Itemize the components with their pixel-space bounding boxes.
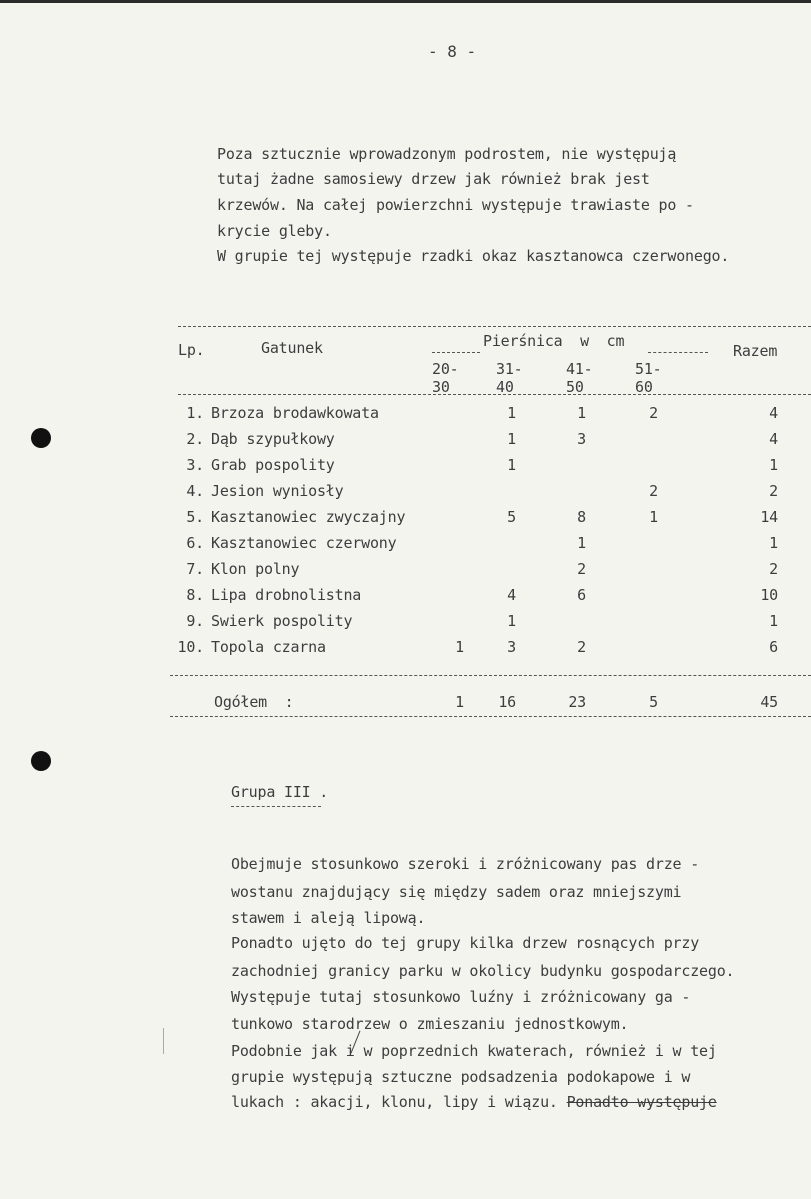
- total-label: Ogółem :: [214, 693, 294, 711]
- section-title-underline: [231, 806, 321, 807]
- intro-line: Poza sztucznie wprowadzonym podrostem, nie występują: [217, 145, 677, 163]
- row-count-c3: 1: [577, 534, 586, 552]
- body-line: stawem i aleją lipową.: [231, 909, 426, 927]
- species-name: Swierk pospolity: [211, 612, 353, 630]
- row-count-c2: 3: [507, 638, 516, 656]
- row-total: 1: [769, 534, 778, 552]
- intro-line: krycie gleby.: [217, 222, 332, 240]
- total-c4: 5: [649, 693, 658, 711]
- row-count-c3: 8: [577, 508, 586, 526]
- body-line: tunkowo starodrzew o zmieszaniu jednostkowym.: [231, 1015, 629, 1033]
- body-line: grupie występują sztuczne podsadzenia podokapowe i w: [231, 1068, 691, 1086]
- row-count-c3: 6: [577, 586, 586, 604]
- row-number: 8.: [186, 586, 204, 604]
- row-total: 2: [769, 560, 778, 578]
- section-title: Grupa III .: [231, 783, 329, 801]
- total-sum: 45: [760, 693, 778, 711]
- intro-line: krzewów. Na całej powierzchni występuje trawiaste po -: [217, 196, 694, 214]
- total-c1: 1: [455, 693, 464, 711]
- range-31-40: 31- 40: [496, 360, 523, 396]
- range-41-50: 41- 50: [566, 360, 593, 396]
- row-count-c2: 1: [507, 430, 516, 448]
- row-number: 2.: [186, 430, 204, 448]
- body-last-line: [231, 1093, 717, 1111]
- body-bottom-rule: [170, 675, 811, 676]
- row-number: 9.: [186, 612, 204, 630]
- intro-line: W grupie tej występuje rzadki okaz kasztanowca czerwonego.: [217, 247, 730, 265]
- species-name: Brzoza brodawkowata: [211, 404, 379, 422]
- punch-hole-bottom: [31, 751, 51, 771]
- top-edge-bar: [0, 0, 811, 3]
- punch-hole-top: [31, 428, 51, 448]
- struck-text: Ponadto występuje: [566, 1093, 717, 1111]
- header-lp: Lp.: [178, 341, 205, 359]
- row-total: 6: [769, 638, 778, 656]
- header-bottom-rule: [178, 394, 811, 395]
- row-count-c2: 5: [507, 508, 516, 526]
- row-count-c3: 3: [577, 430, 586, 448]
- header-species: Gatunek: [261, 339, 323, 357]
- body-line: Obejmuje stosunkowo szeroki i zróżnicowany pas drze -: [231, 855, 700, 873]
- intro-line: tutaj żadne samosiewy drzew jak również brak jest: [217, 170, 650, 188]
- range-51-60: 51- 60: [635, 360, 662, 396]
- row-count-c3: 2: [577, 560, 586, 578]
- row-number: 5.: [186, 508, 204, 526]
- table-bottom-rule: [170, 716, 811, 717]
- row-number: 10.: [177, 638, 204, 656]
- row-count-c2: 1: [507, 404, 516, 422]
- margin-mark: [163, 1028, 164, 1054]
- row-number: 7.: [186, 560, 204, 578]
- row-count-c2: 1: [507, 612, 516, 630]
- body-line: zachodniej granicy parku w okolicy budynku gospodarczego.: [231, 962, 735, 980]
- header-diameter-rule-right: [648, 352, 708, 353]
- total-c3: 23: [568, 693, 586, 711]
- row-total: 10: [760, 586, 778, 604]
- row-count-c2: 4: [507, 586, 516, 604]
- row-count-c2: 1: [507, 456, 516, 474]
- species-name: Lipa drobnolistna: [211, 586, 362, 604]
- body-line: Ponadto ujęto do tej grupy kilka drzew rosnących przy: [231, 934, 700, 952]
- body-line: wostanu znajdujący się między sadem oraz mniejszymi: [231, 883, 682, 901]
- row-number: 4.: [186, 482, 204, 500]
- row-total: 4: [769, 430, 778, 448]
- species-name: Kasztanowiec zwyczajny: [211, 508, 406, 526]
- row-count-c1: 1: [455, 638, 464, 656]
- body-line: Występuje tutaj stosunkowo luźny i zróżnicowany ga -: [231, 988, 691, 1006]
- row-total: 1: [769, 456, 778, 474]
- species-name: Jesion wyniosły: [211, 482, 344, 500]
- table-top-rule: [178, 326, 811, 327]
- header-total: Razem: [733, 342, 778, 360]
- row-count-c4: 2: [649, 404, 658, 422]
- body-line-text: lukach : akacji, klonu, lipy i wiązu.: [231, 1093, 558, 1111]
- total-c2: 16: [498, 693, 516, 711]
- species-name: Dąb szypułkowy: [211, 430, 335, 448]
- row-total: 1: [769, 612, 778, 630]
- range-20-30: 20- 30: [432, 360, 459, 396]
- row-count-c4: 2: [649, 482, 658, 500]
- species-name: Topola czarna: [211, 638, 326, 656]
- species-name: Klon polny: [211, 560, 300, 578]
- row-count-c4: 1: [649, 508, 658, 526]
- body-line: Podobnie jak i w poprzednich kwaterach, również i w tej: [231, 1042, 717, 1060]
- row-number: 3.: [186, 456, 204, 474]
- row-number: 6.: [186, 534, 204, 552]
- species-name: Grab pospolity: [211, 456, 335, 474]
- header-diameter: Pierśnica w cm: [483, 332, 625, 350]
- row-total: 4: [769, 404, 778, 422]
- row-total: 14: [760, 508, 778, 526]
- header-diameter-rule-left: [432, 352, 480, 353]
- row-count-c3: 1: [577, 404, 586, 422]
- row-total: 2: [769, 482, 778, 500]
- species-name: Kasztanowiec czerwony: [211, 534, 397, 552]
- page-number: - 8 -: [428, 42, 477, 61]
- row-count-c3: 2: [577, 638, 586, 656]
- row-number: 1.: [186, 404, 204, 422]
